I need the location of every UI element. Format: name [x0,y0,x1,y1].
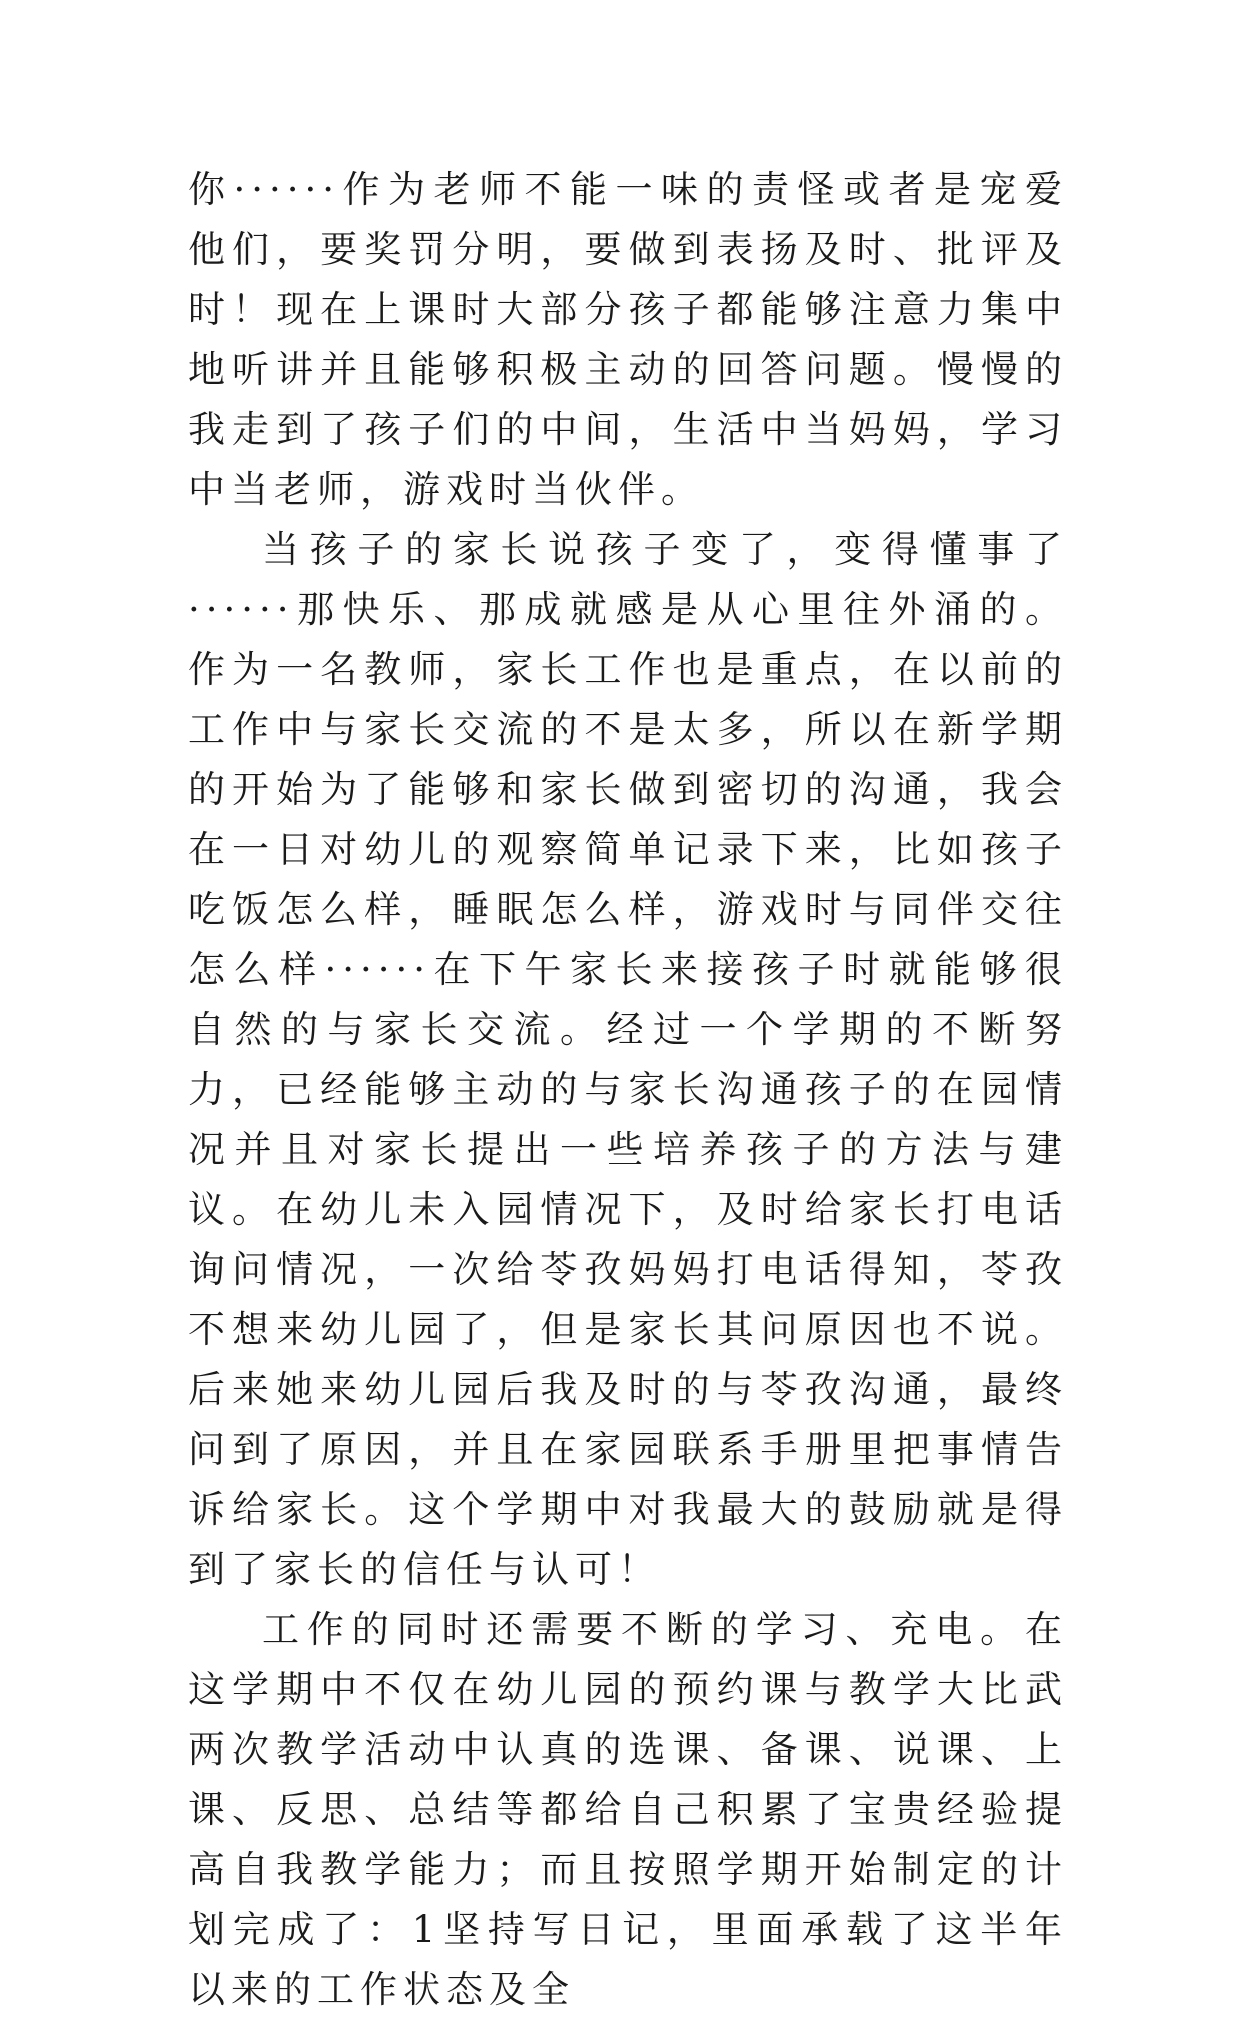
document-body [188,160,1068,2020]
paragraph-continuation: 你······作为老师不能一味的责怪或者是宠爱他们，要奖罚分明，要做到表扬及时、批评及时！现在上课时大部分孩子都能够注意力集中地听讲并且能够积极主动的回答问题。慢慢的我走到了孩子们的中间，生活中当妈妈，学习中当老师，游戏时当伙伴。 [188,168,1068,511]
paragraph-learning: 工作的同时还需要不断的学习、充电。在这学期中不仅在幼儿园的预约课与教学大比武两次教学活动中认真的选课、备课、说课、上课、反思、总结等都给自己积累了宝贵经验提高自我教学能力；而且按照学期开始制定的计划完成了：1坚持写日记，里面承载了这半年以来的工作状态及全 [188,1608,1068,2011]
paragraph-parent-communication: 当孩子的家长说孩子变了，变得懂事了······那快乐、那成就感是从心里往外涌的。作为一名教师，家长工作也是重点，在以前的工作中与家长交流的不是太多，所以在新学期的开始为了能够和家长做到密切的沟通，我会在一日对幼儿的观察简单记录下来，比如孩子吃饭怎么样，睡眠怎么样，游戏时与同伴交往怎么样······在下午家长来接孩子时就能够很自然的与家长交流。经过一个学期的不断努力，已经能够主动的与家长沟通孩子的在园情况并且对家长提出一些培养孩子的方法与建议。在幼儿未入园情况下，及时给家长打电话询问情况，一次给苓孜妈妈打电话得知，苓孜不想来幼儿园了，但是家长其问原因也不说。后来她来幼儿园后我及时的与苓孜沟通，最终问到了原因，并且在家园联系手册里把事情告诉给家长。这个学期中对我最大的鼓励就是得到了家长的信任与认可！ [188,528,1068,1591]
